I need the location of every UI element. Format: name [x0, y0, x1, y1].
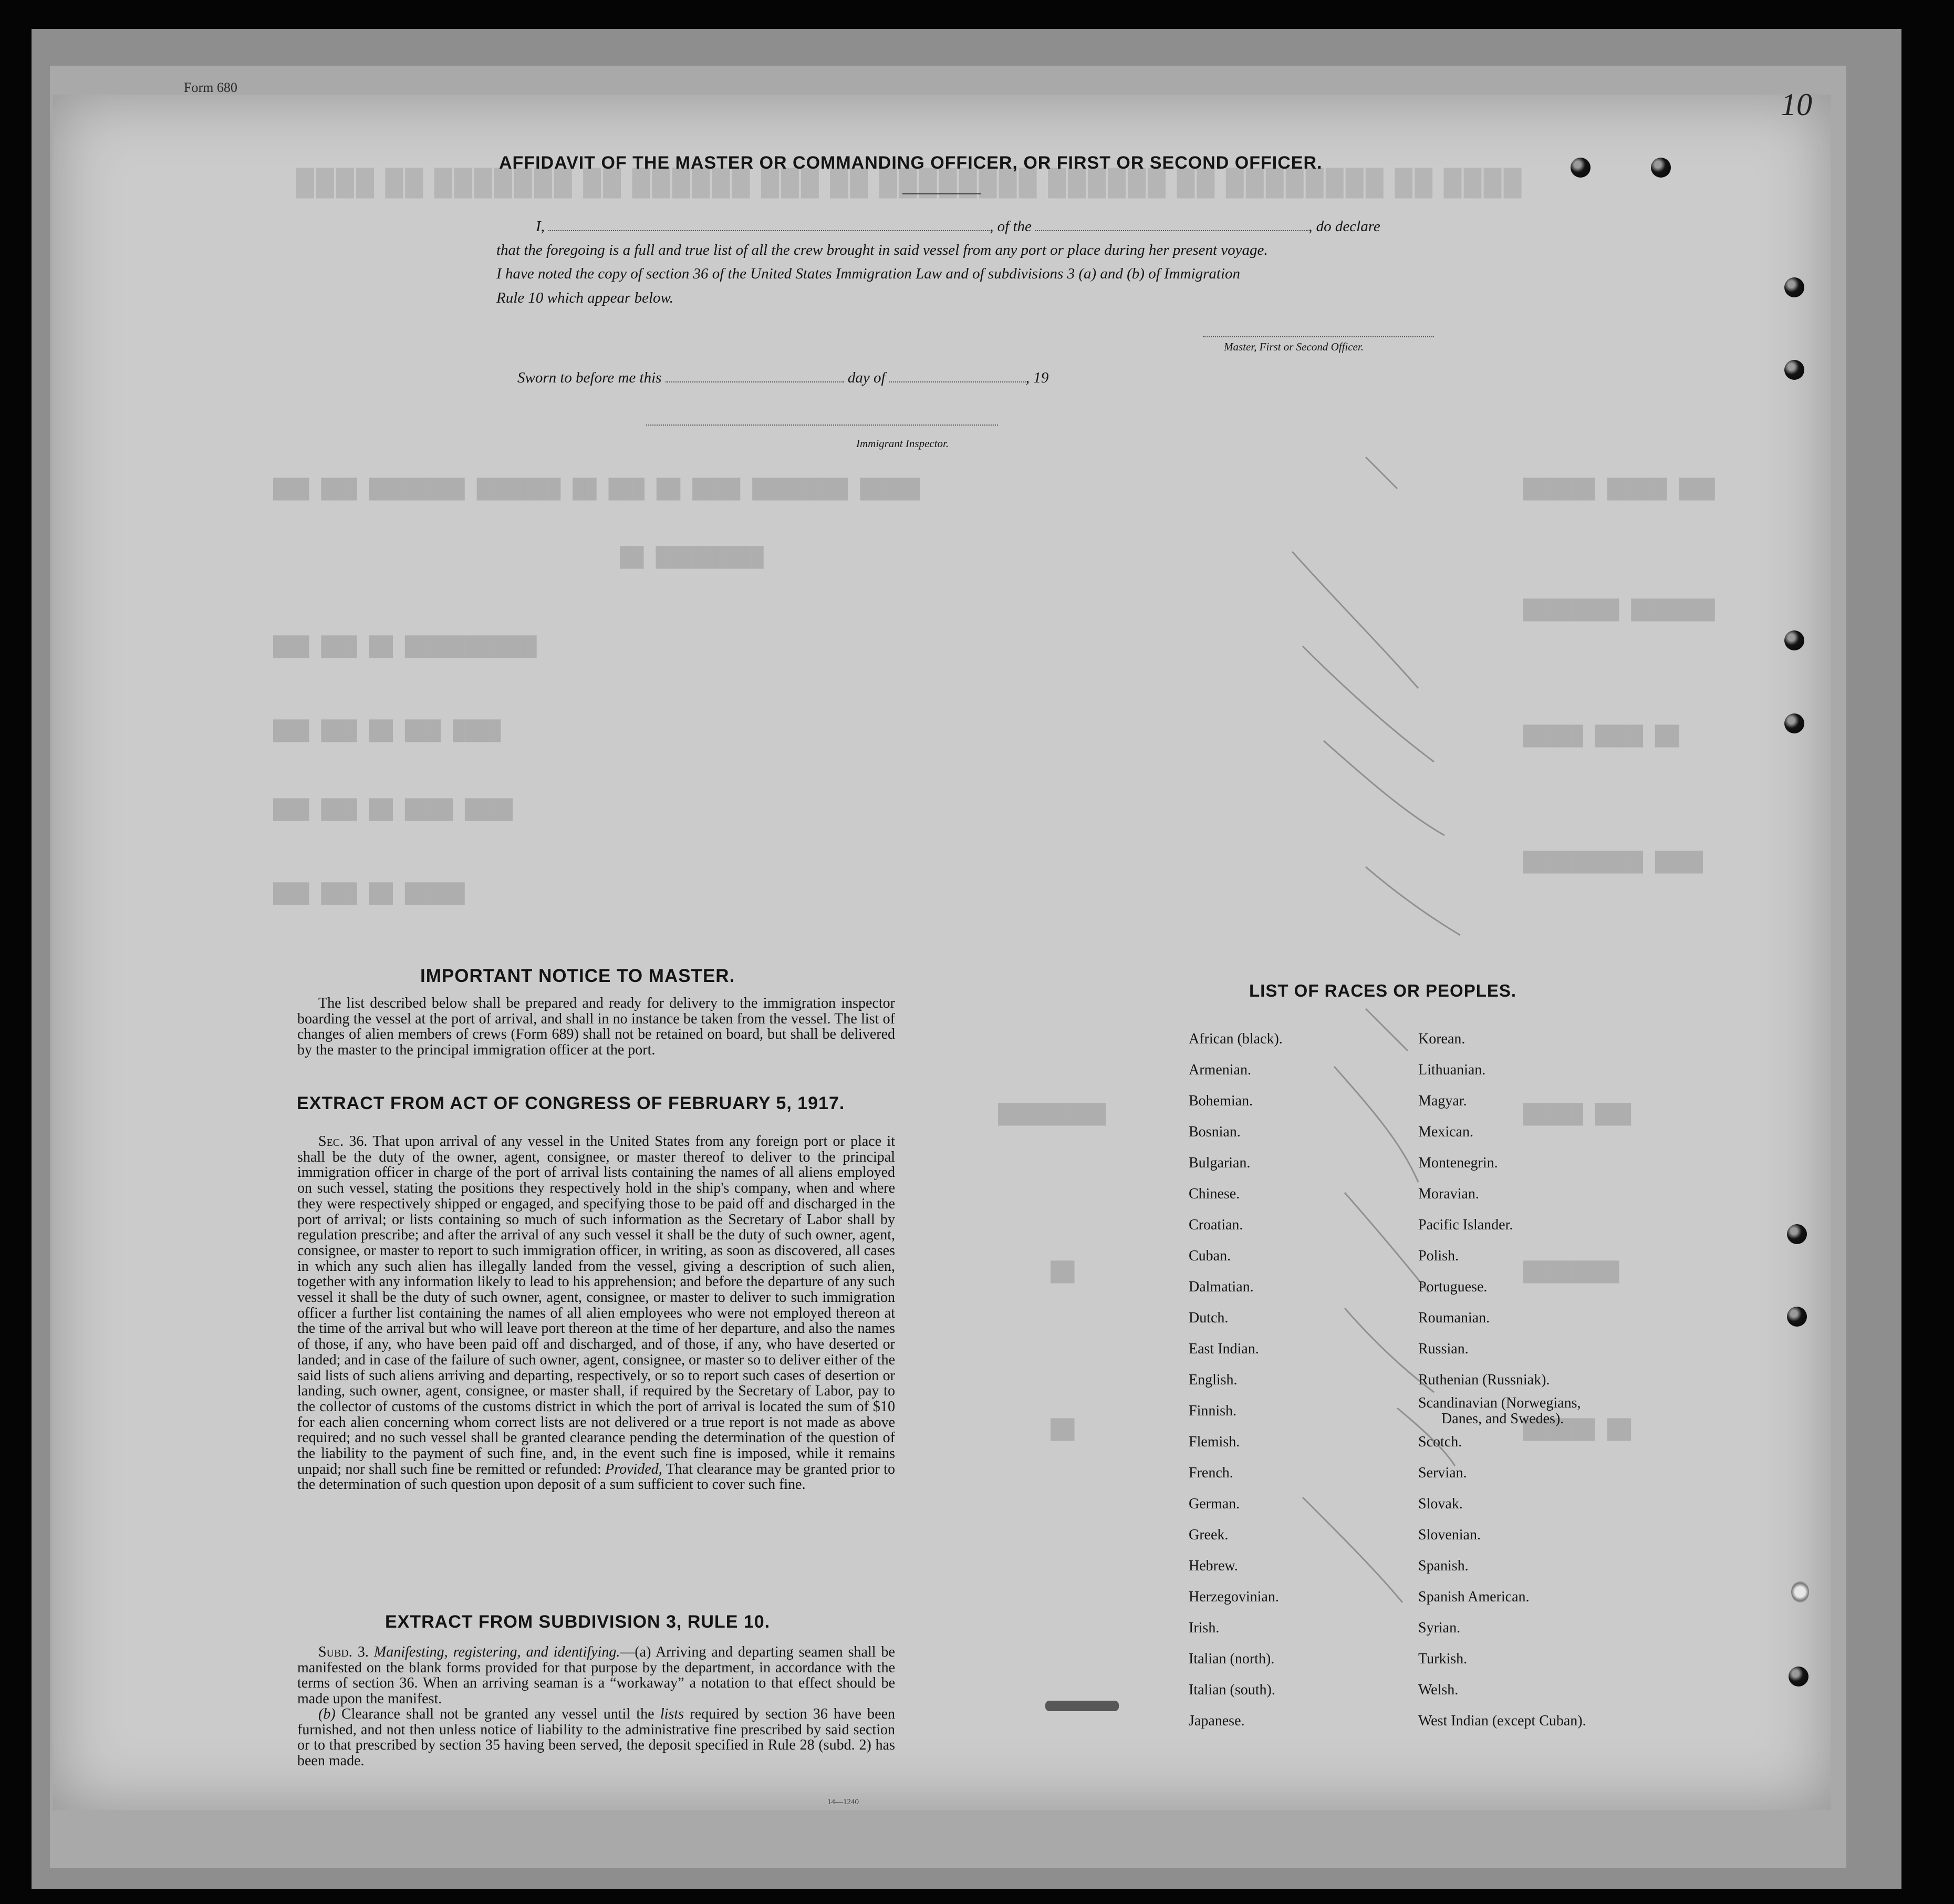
page-number: 10: [1781, 87, 1812, 122]
bleed-through-row: ████████ ███████: [1523, 599, 1715, 622]
race-item: Turkish.: [1418, 1651, 1468, 1667]
print-code: 14—1240: [827, 1798, 859, 1806]
punch-hole: [1787, 1307, 1807, 1327]
race-item: Mexican.: [1418, 1124, 1473, 1140]
title-underline: [902, 193, 981, 194]
section-label: Sec. 36.: [318, 1133, 368, 1150]
race-item: Slovak.: [1418, 1496, 1463, 1512]
race-item: Greek.: [1189, 1527, 1229, 1543]
pencil-tick: [1292, 552, 1418, 688]
race-item: Chinese.: [1189, 1186, 1240, 1202]
race-item: Ruthenian (Russniak).: [1418, 1372, 1550, 1388]
race-item: Cuban.: [1189, 1248, 1231, 1264]
sworn-month-field[interactable]: [889, 381, 1026, 382]
race-item: Croatian.: [1189, 1217, 1243, 1233]
race-item: Irish.: [1189, 1620, 1220, 1636]
bleed-through-row: █████ ███: [1523, 1103, 1631, 1126]
race-item: Flemish.: [1189, 1434, 1240, 1450]
part-b-lists-word: lists: [660, 1706, 684, 1722]
race-item: Syrian.: [1418, 1620, 1461, 1636]
part-b-label: (b): [318, 1706, 336, 1722]
ink-smudge: [1045, 1701, 1119, 1711]
bleed-through-row: ██: [1051, 1261, 1075, 1284]
master-signature-line[interactable]: [1203, 336, 1434, 337]
race-item: West Indian (except Cuban).: [1418, 1713, 1586, 1729]
bleed-through-row: ███ ███ ████████ ███████ ██ ███ ██ ████ ████████ █████: [273, 478, 920, 501]
punch-hole: [1784, 713, 1804, 733]
provided-word: Provided,: [605, 1461, 662, 1477]
sworn-year: , 19: [1025, 369, 1049, 386]
race-item: French.: [1189, 1465, 1233, 1481]
race-item: Moravian.: [1418, 1186, 1479, 1202]
punch-hole: [1784, 360, 1804, 380]
section-36-text: [297, 1134, 895, 1493]
race-item: Portuguese.: [1418, 1279, 1488, 1295]
race-item: Welsh.: [1418, 1682, 1459, 1698]
subdivision-heading: Manifesting, registering, and identifying.: [373, 1644, 620, 1660]
race-item: Spanish.: [1418, 1558, 1469, 1574]
subdivision-3-text: [297, 1644, 895, 1768]
punch-hole: [1787, 1224, 1807, 1244]
race-item: African (black).: [1189, 1031, 1283, 1047]
bleed-through-row: ███ ███ ██ ████ ████: [273, 799, 513, 821]
pencil-tick-marks: [1261, 447, 1628, 1655]
race-item-line: Danes, and Swedes).: [1441, 1410, 1564, 1427]
affidavit-line-2: that the foregoing is a full and true list of all the crew brought in said vessel from any port or place during her present voyage.: [496, 242, 1268, 258]
act-extract-title: EXTRACT FROM ACT OF CONGRESS OF FEBRUARY 5, 1917.: [297, 1093, 845, 1113]
race-item: German.: [1189, 1496, 1240, 1512]
pencil-tick: [1345, 1193, 1429, 1292]
subdivision-label: Subd. 3.: [318, 1644, 369, 1660]
race-item-line: Scandinavian (Norwegians,: [1418, 1395, 1581, 1411]
race-item: Hebrew.: [1189, 1558, 1238, 1574]
sworn-day-of: day of: [847, 369, 886, 386]
affidavit-declare: , do declare: [1308, 218, 1380, 235]
officer-name-field[interactable]: [548, 230, 990, 231]
bleed-through-row: ███ ███ ██ ███ ████: [273, 720, 501, 742]
sworn-line: [517, 369, 1048, 387]
section-36-ending: That clearance may be granted prior to the determination of such question upon deposit of a sum sufficient to cover such fine.: [297, 1461, 896, 1493]
race-item: Slovenian.: [1418, 1527, 1481, 1543]
pencil-tick: [1366, 1009, 1408, 1051]
notice-title: IMPORTANT NOTICE TO MASTER.: [420, 966, 735, 986]
pencil-tick: [1397, 1408, 1455, 1466]
punch-hole: [1789, 1667, 1809, 1686]
race-item: English.: [1189, 1372, 1238, 1388]
race-item: Servian.: [1418, 1465, 1467, 1481]
pencil-tick: [1303, 1497, 1402, 1602]
pencil-tick: [1334, 1067, 1418, 1182]
bleed-through-row: ██████████ ████: [1523, 851, 1703, 874]
bleed-through-row: ████████: [1523, 1261, 1619, 1284]
bleed-through-row: ██████ ██: [1523, 1419, 1631, 1441]
bleed-through-row: ██: [1051, 1419, 1075, 1441]
affidavit-of-the: , of the: [990, 218, 1032, 235]
race-item: Polish.: [1418, 1248, 1459, 1264]
affidavit-line-1: [536, 218, 1380, 235]
bleed-through-heading: ████ ██ ████████ ██ ██████ ████████ ██ ███ ██████ ██ ███████ ██ ████: [294, 169, 1522, 196]
race-item: Finnish.: [1189, 1403, 1237, 1419]
race-item: Japanese.: [1189, 1713, 1245, 1729]
inspector-caption: Immigrant Inspector.: [856, 437, 949, 450]
part-a-label: —(a): [620, 1644, 651, 1660]
subdivision-3-part-a: [297, 1644, 895, 1706]
bleed-through-row: █████ ████ ██: [1523, 725, 1679, 748]
vessel-name-field[interactable]: [1035, 230, 1308, 231]
form-number: Form 680: [184, 80, 237, 95]
race-item: Dutch.: [1189, 1310, 1229, 1326]
pencil-tick: [1303, 646, 1434, 762]
pencil-tick: [1345, 1308, 1434, 1392]
bleed-through-row: ██ █████████: [620, 546, 764, 569]
race-item: Bohemian.: [1189, 1093, 1253, 1109]
sworn-date-field[interactable]: [666, 381, 844, 382]
race-item: Bosnian.: [1189, 1124, 1241, 1140]
race-item: Montenegrin.: [1418, 1155, 1498, 1171]
inspector-signature-line[interactable]: [646, 425, 998, 426]
part-a-text: Arriving and departing seamen shall be manifested on the blank forms provided for that purpose by the department, in accordance with the terms of section 36. When an arriving seaman is a “workaway” a notation to that effect should be made upon the manifest.: [297, 1644, 895, 1707]
punch-hole: [1571, 158, 1591, 178]
bleed-through-row: █████████: [998, 1103, 1106, 1126]
subdivision-3-part-b: [297, 1706, 895, 1768]
pencil-tick: [1366, 867, 1460, 935]
race-item: Korean.: [1418, 1031, 1466, 1047]
bleed-through-row: ███ ███ ██ █████: [273, 883, 465, 905]
race-item: Spanish American.: [1418, 1589, 1530, 1605]
section-36-body: That upon arrival of any vessel in the United States from any foreign port or place it shall be the duty of the owner, agent, consignee, or master thereof to deliver to the principal immigration officer in charge of the port of arrival lists containing the names of all aliens employed on such vessel, stating the positions they respectively hold in the ship's company, when and where they were respectively shipped or engaged, and specifying those to be paid off and discharged in the port of arrival; or lists containing so much of such information as the Secretary of Labor shall by regulation prescribe; and after the arrival of any such vessel it shall be the duty of such owner, agent, consignee, or master to report to such immigration officer, in writing, as soon as discovered, all cases in which any such alien has illegally landed from the vessel, giving a description of such alien, together with any information likely to lead to his apprehension; and before the departure of any such vessel it shall be the duty of such owner, agent, consignee, or master to deliver to such immigration officer a further list containing the names of all alien employees who were not employed thereon at the time of the arrival but who will leave port thereon at the time of her departure, and also the names of those, if any, who have been paid off and discharged, and of those, if any, who have deserted or landed; and in case of the failure of such owner, agent, consignee, or master so to deliver either of the said lists of such aliens arriving and departing, respectively, or so to report such cases of desertion or landing, such owner, agent, consignee, or master shall, if required by the Secretary of Labor, pay to the collector of customs of the customs district in which the port of arrival is located the sum of $10 for each alien concerning whom correct lists are not delivered or a true report is not made as above required; and no such vessel shall be granted clearance pending the determination of the question of the liability to the payment of such fine, and, in the event such fine is imposed, while it remains unpaid; nor shall such fine be remitted or refunded:: [297, 1133, 895, 1477]
race-item: Italian (north).: [1189, 1651, 1275, 1667]
pencil-tick: [1324, 741, 1444, 835]
races-list-title: LIST OF RACES OR PEOPLES.: [1249, 981, 1517, 1000]
master-caption: Master, First or Second Officer.: [1224, 340, 1364, 353]
race-item: Pacific Islander.: [1418, 1217, 1513, 1233]
bleed-through-row: ███ ███ ██ ███████████: [273, 636, 537, 658]
affidavit-line-4: Rule 10 which appear below.: [496, 289, 673, 306]
part-b-text: Clearance shall not be granted any vessel until the: [341, 1706, 654, 1722]
race-item: Magyar.: [1418, 1093, 1467, 1109]
race-item: Bulgarian.: [1189, 1155, 1251, 1171]
affidavit-title: AFFIDAVIT OF THE MASTER OR COMMANDING OFFICER, OR FIRST OR SECOND OFFICER.: [499, 153, 1323, 173]
race-item: Armenian.: [1189, 1062, 1251, 1078]
race-item: Lithuanian.: [1418, 1062, 1486, 1078]
punch-hole: [1784, 277, 1804, 297]
punch-hole: [1651, 158, 1671, 178]
race-item: Italian (south).: [1189, 1682, 1275, 1698]
pencil-tick: [1366, 457, 1397, 489]
bleed-through-row: ██████ █████ ███: [1523, 478, 1715, 501]
race-item: Scotch.: [1418, 1434, 1462, 1450]
race-item: Roumanian.: [1418, 1310, 1490, 1326]
affidavit-i: I,: [536, 218, 545, 235]
race-item: Herzegovinian.: [1189, 1589, 1279, 1605]
sworn-prefix: Sworn to before me this: [517, 369, 662, 386]
race-item: East Indian.: [1189, 1341, 1259, 1357]
race-item: Russian.: [1418, 1341, 1469, 1357]
punch-hole: [1791, 1581, 1809, 1602]
notice-body: The list described below shall be prepared and ready for delivery to the immigration inspector boarding the vessel at the port of arrival, and shall in no instance be taken from the vessel. The list of changes of alien members of crews (Form 689) shall not be retained on board, but shall be delivered by the master to the principal immigration officer at the port.: [297, 995, 895, 1058]
rule-extract-title: EXTRACT FROM SUBDIVISION 3, RULE 10.: [385, 1612, 771, 1632]
part-b-text-end: required by section 36 have been furnished, and not then unless notice of liability to the administrative fine prescribed by said section or to that prescribed by section 35 having been served, the deposit specified in Rule 28 (subd. 2) has been made.: [297, 1706, 896, 1769]
punch-hole: [1784, 630, 1804, 650]
affidavit-line-3: I have noted the copy of section 36 of the United States Immigration Law and of subdivisions 3 (a) and (b) of Immigration: [496, 265, 1241, 282]
race-item: Dalmatian.: [1189, 1279, 1254, 1295]
